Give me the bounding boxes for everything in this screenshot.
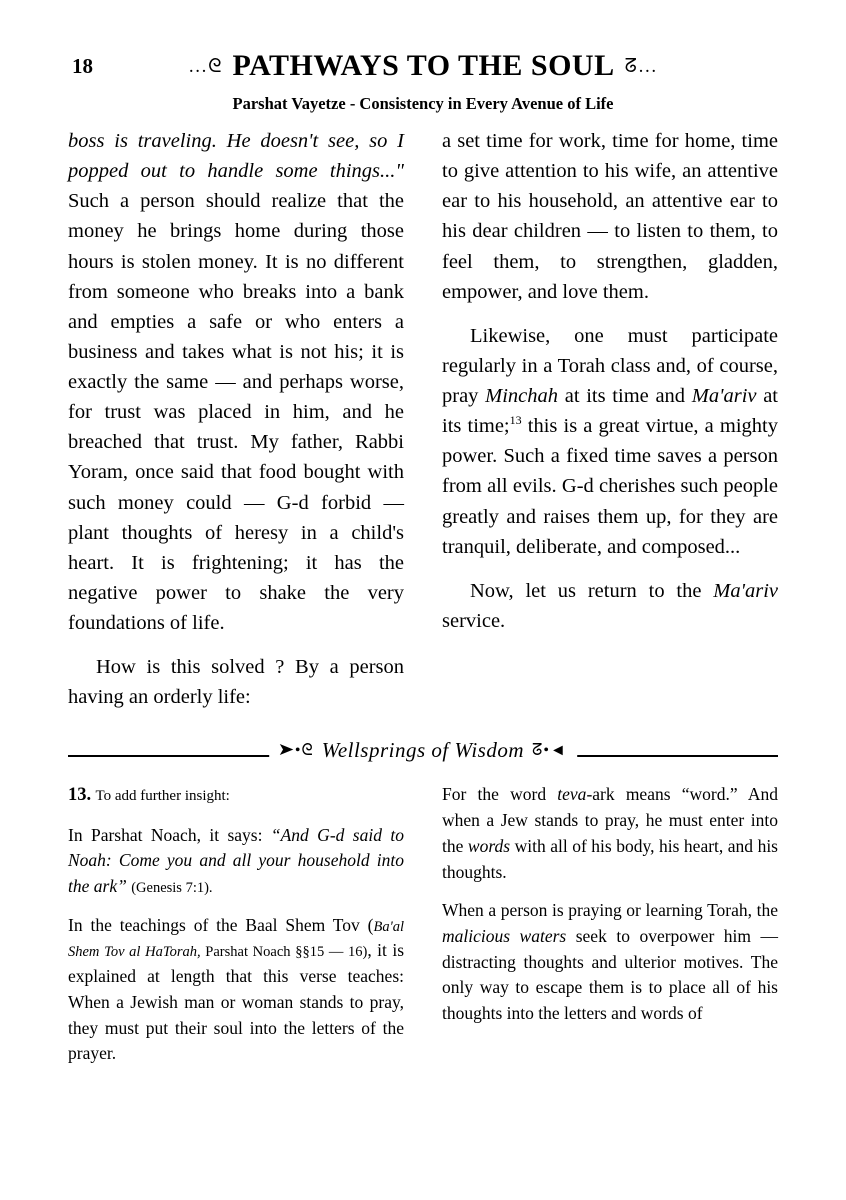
paragraph: How is this solved ? By a person having an orderly life: [68, 656, 404, 709]
paragraph-lead-italic: boss is traveling. He doesn't see, so I popped out to handle some things..." [68, 130, 404, 183]
footnote-text: with all of his body, his heart, and his thoughts. [442, 835, 778, 882]
footnote-item [68, 782, 404, 809]
notes-right-column [442, 782, 778, 1067]
ornament-left-icon: …ᘓ [188, 56, 223, 77]
paragraph-text: this is a great virtue, a mighty power. Such a fixed time saves a person from all evils. G-d cherishes such people greatly and raises them up, for they are tranquil, deliberate, and composed... [442, 415, 778, 558]
paragraph [442, 576, 778, 636]
footnote-item [68, 913, 404, 1067]
footnote-text: In Parshat Noach, it says: [68, 824, 271, 845]
left-column [68, 126, 404, 712]
term-words: words [467, 835, 511, 856]
notes-left-column [68, 782, 404, 1067]
term-maariv: Ma'ariv [691, 385, 757, 407]
wellsprings-label [269, 738, 577, 763]
footnote-text: seek to overpower him — distracting thoughts and ulterior motives. The only way to escape them is to place all of his thoughts into the letters and words of [442, 925, 778, 1024]
paragraph-text: Such a person should realize that the money he brings home during those hours is stolen money. It is no different from someone who breaks into a bank and empties a safe or who enters a business and takes what is not his; it is exactly the same — and perhaps worse, for trust was placed in him, and he breached that trust. My father, Rabbi Yoram, once said that food bought with such money could — G-d forbid — plant thoughts of heresy in a child's heart. It is frightening; it has the negative power to shake the very foundations of life. [68, 190, 404, 634]
flourish-left-icon: ➤•ᘓ [279, 741, 314, 759]
footnote-number: 13. [68, 785, 92, 806]
paragraph [68, 126, 404, 638]
ornament-right-icon: ᘔ… [624, 56, 658, 77]
term-maariv: Ma'ariv [713, 579, 778, 602]
term-malicious-waters: malicious waters [442, 925, 567, 946]
notes-columns [68, 782, 778, 1067]
paragraph-text: Likewise, one must participate regularly in a Torah class and, of course, pray [442, 324, 778, 407]
term-teva: teva [557, 784, 587, 805]
footnote-citation: Parshat Noach §§15 — 16) [200, 944, 368, 961]
paragraph-text: Now, let us return to the [470, 579, 714, 602]
footnote-citation-italic: Ba'al Shem Tov al HaTorah, [68, 918, 404, 961]
right-column [442, 126, 778, 712]
book-title: PATHWAYS TO THE SOUL [232, 49, 615, 82]
wellsprings-title: Wellsprings of Wisdom [321, 738, 524, 763]
term-minchah: Minchah [485, 385, 559, 407]
flourish-right-icon: ᘔ•◄ [532, 741, 567, 759]
footnote-marker[interactable]: 13 [509, 413, 522, 428]
footnote-item [442, 898, 778, 1027]
footnote-quote: “And G-d said to Noah: Come you and all your household into the ark” [68, 824, 404, 896]
footnote-text: When a person is praying or learning Torah, the [442, 900, 778, 921]
footnote-text: , it is explained at length that this verse teaches: When a Jewish man or woman stands to pray, they must put their soul into the letters of the prayer. [68, 940, 405, 1064]
paragraph-text: at its time; [442, 385, 779, 438]
footnote-text: In the teachings of the Baal Shem Tov ( [68, 914, 374, 935]
page-subtitle: Parshat Vayetze - Consistency in Every Avenue of Life [232, 94, 614, 113]
footnote-source: (Genesis 7:1). [131, 880, 213, 896]
wellsprings-divider [68, 738, 778, 772]
paragraph: a set time for work, time for home, time to give attention to his wife, an attentive ear to his household, an attentive ear to his dear children — to listen to them, to feel them, to strengthen, gladden, empower, and love them. [442, 130, 778, 303]
paragraph-text: service. [442, 609, 506, 632]
footnote-item [442, 782, 778, 885]
header-title-row [68, 44, 778, 88]
page-number: 18 [72, 54, 93, 78]
paragraph [442, 321, 778, 562]
footnote-text: For the word [442, 784, 558, 805]
footnote-item [68, 823, 404, 900]
footnote-text: -ark means “word.” And when a Jew stands to pray, he must enter into the [442, 784, 778, 856]
footnote-text: To add further insight: [95, 788, 230, 805]
page-header [68, 44, 778, 113]
paragraph-text: at its time and [558, 385, 692, 407]
body-columns [68, 126, 778, 712]
